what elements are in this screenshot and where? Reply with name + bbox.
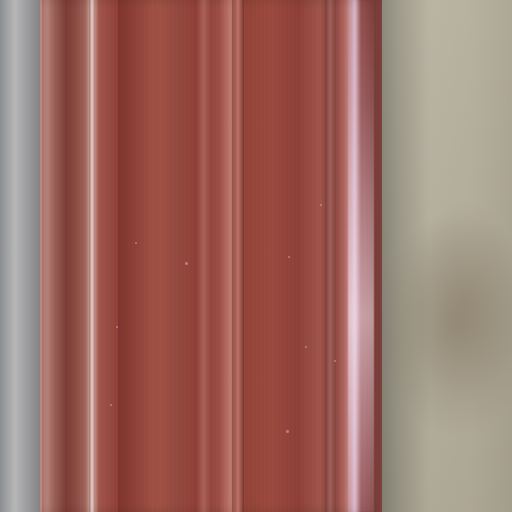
surface-speck — [305, 346, 307, 348]
frame-center-highlight — [195, 0, 212, 512]
surface-speck — [288, 256, 290, 258]
frame-right-groove — [325, 0, 336, 512]
surface-speck — [286, 430, 289, 433]
right-background — [382, 0, 512, 512]
surface-speck — [110, 404, 112, 406]
frame-groove — [232, 0, 244, 512]
frame-edge-highlight — [89, 0, 95, 512]
red-door-frame — [40, 0, 382, 512]
frame-shadow — [118, 0, 158, 512]
surface-speck — [334, 360, 336, 362]
surface-speck — [320, 204, 322, 206]
surface-speck — [185, 262, 188, 265]
surface-speck — [116, 326, 118, 328]
left-background-edge — [0, 0, 42, 512]
frame-glare — [348, 0, 374, 512]
surface-speck — [135, 242, 137, 244]
